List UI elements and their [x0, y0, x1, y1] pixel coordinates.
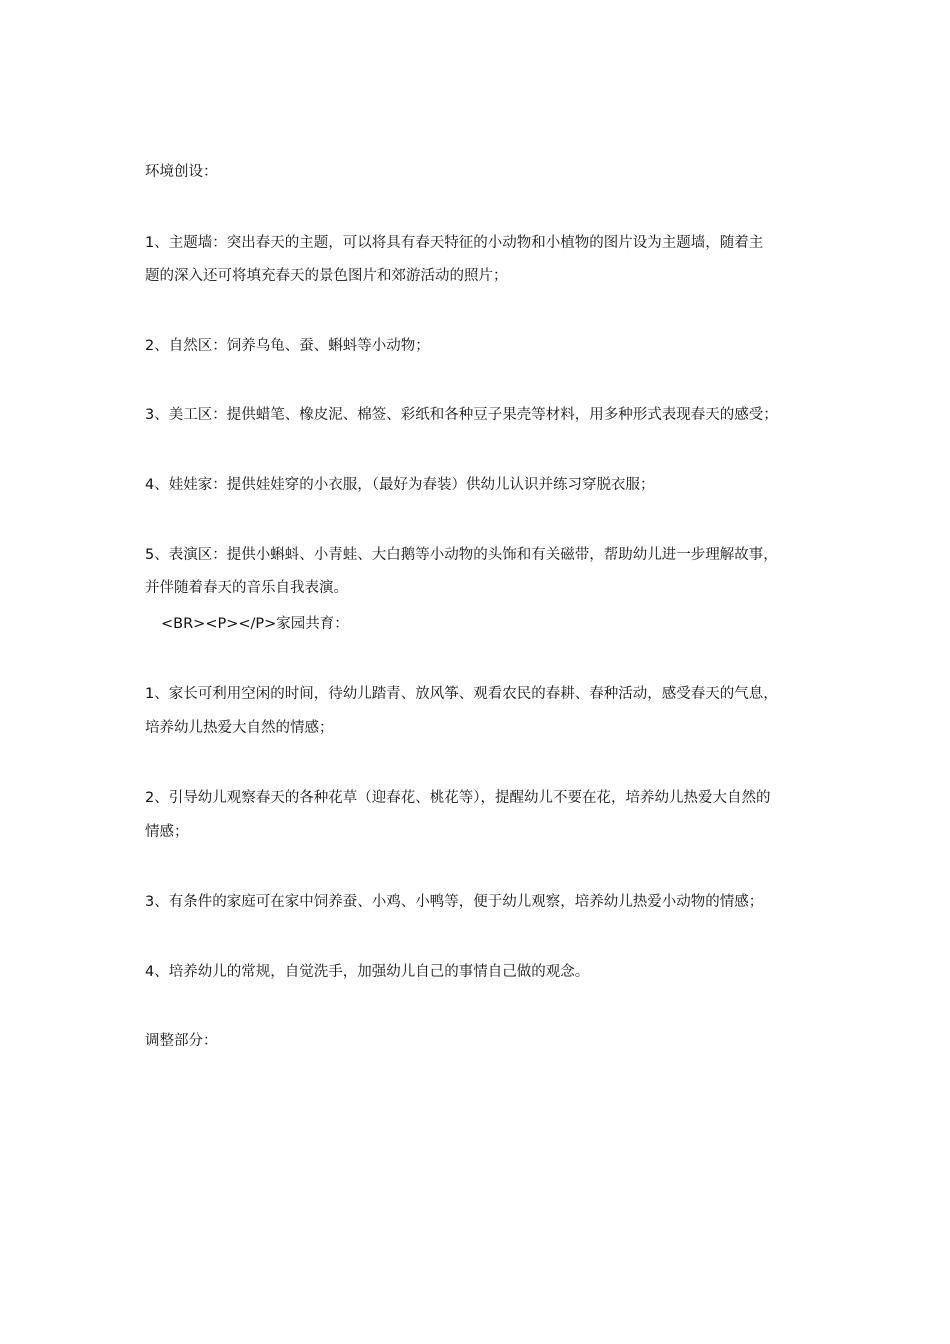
section-heading-home: <BR><P></P>家园共育：: [161, 616, 349, 632]
environment-item-1-line-1: 1、主题墙：突出春天的主题，可以将具有春天特征的小动物和小植物的图片设为主题墙，随着主: [145, 235, 764, 251]
home-item-1-line-1: 1、家长可利用空闲的时间，待幼儿踏青、放风筝、观看农民的春耕、春种活动，感受春天的气息，: [145, 686, 778, 702]
home-item-2-line-1: 2、引导幼儿观察春天的各种花草（迎春花、桃花等），提醒幼儿不要在花，培养幼儿热爱大自然的: [145, 790, 771, 806]
home-item-4: 4、培养幼儿的常规，自觉洗手，加强幼儿自己的事情自己做的观念。: [145, 964, 590, 980]
environment-item-5-line-1: 5、表演区：提供小蝌蚪、小青蛙、大白鹅等小动物的头饰和有关磁带，帮助幼儿进一步理解故事，: [145, 547, 778, 563]
home-item-2-line-2: 情感；: [145, 824, 189, 840]
environment-item-5-line-2: 并伴随着春天的音乐自我表演。: [145, 580, 348, 596]
home-item-3: 3、有条件的家庭可在家中饲养蚕、小鸡、小鸭等，便于幼儿观察，培养幼儿热爱小动物的情感；: [145, 894, 764, 910]
environment-item-1-line-2: 题的深入还可将填充春天的景色图片和郊游活动的照片；: [145, 268, 508, 284]
environment-item-3: 3、美工区：提供蜡笔、橡皮泥、棉签、彩纸和各种豆子果壳等材料，用多种形式表现春天的感受；: [145, 407, 778, 423]
section-heading-environment: 环境创设：: [145, 164, 218, 180]
environment-item-2: 2、自然区：饲养乌龟、蚕、蝌蚪等小动物；: [145, 338, 430, 354]
environment-item-4: 4、娃娃家：提供娃娃穿的小衣服，（最好为春装）供幼儿认识并练习穿脱衣服；: [145, 477, 655, 493]
section-heading-adjustment: 调整部分：: [145, 1033, 218, 1049]
home-item-1-line-2: 培养幼儿热爱大自然的情感；: [145, 720, 334, 736]
document-page: [145, 0, 815, 1344]
